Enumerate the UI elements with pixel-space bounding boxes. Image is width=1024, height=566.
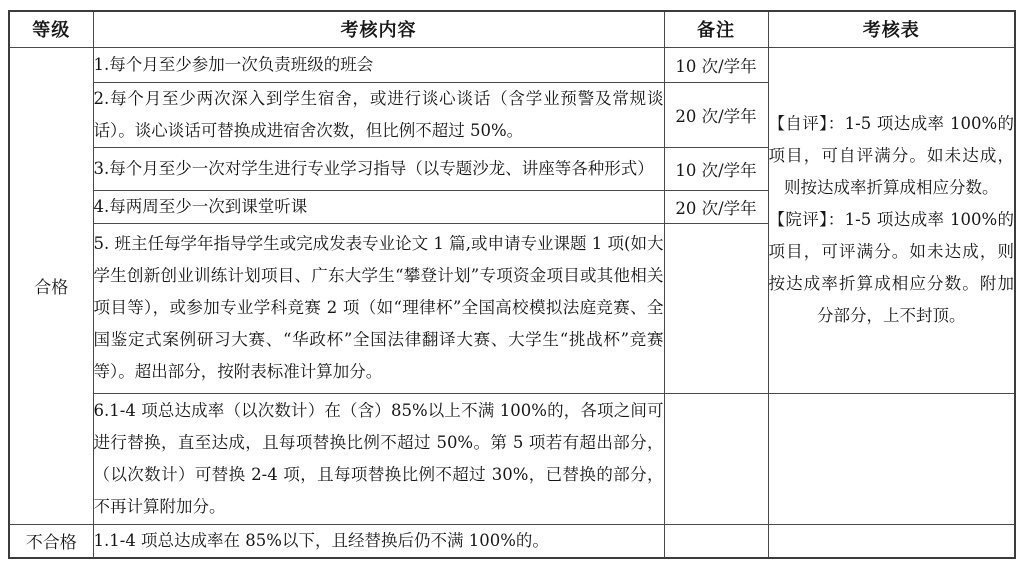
content-item-6: 6.1-4 项总达成率（以次数计）在（含）85%以上不满 100%的，各项之间可进行替换，直至达成，且每项替换比例不超过 50%。第 5 项若有超出部分，（以次数计）可替换 2-4 项，且每项替换比例不超过 30%，已替换的部分，不再计算附加分。 [93,393,664,524]
header-remark: 备注 [664,11,768,47]
remark-item-4: 20 次/学年 [664,190,768,223]
sheet-self-eval-note: 【自评】：1-5 项达成率 100%的项目，可自评满分。如未达成，则按达成率折算成相应分数。 [768,114,1014,197]
remark-fail-cell [664,524,768,558]
table-row [9,393,1015,524]
header-content: 考核内容 [93,11,664,47]
content-item-3: 3.每个月至少一次对学生进行专业学习指导（以专题沙龙、讲座等各种形式） [93,147,664,190]
header-sheet: 考核表 [768,11,1015,47]
content-item-1: 1.每个月至少参加一次负责班级的班会 [93,47,664,82]
grade-fail-cell: 不合格 [9,524,93,558]
sheet-fail-empty-cell [768,524,1015,558]
grade-pass-cell: 合格 [9,47,93,524]
sheet-college-eval-note: 【院评】：1-5 项达成率 100%的项目，可评满分。如未达成，则按达成率折算成相应分数。附加分部分，上不封顶。 [768,210,1014,325]
content-item-4: 4.每两周至少一次到课堂听课 [93,190,664,223]
remark-item-1: 10 次/学年 [664,47,768,82]
remark-item-6 [664,393,768,524]
remark-item-2: 20 次/学年 [664,82,768,147]
sheet-empty-cell [768,393,1015,524]
sheet-notes-cell [768,47,1015,393]
remark-item-3: 10 次/学年 [664,147,768,190]
content-item-5: 5. 班主任每学年指导学生或完成发表专业论文 1 篇,或申请专业课题 1 项(如大学生创新创业训练计划项目、广东大学生“攀登计划”专项资金项目或其他相关项目等），或参加专业学科竞赛 2 项（如“理律杯”全国高校模拟法庭竞赛、全国鉴定式案例研习大赛、“华政杯”全国法律翻译大赛、大学生“挑战杯”竞赛等）。超出部分，按附表标准计算加分。 [93,223,664,393]
table-row [9,524,1015,558]
assessment-table [8,10,1016,559]
header-grade: 等级 [9,11,93,47]
content-fail-item: 1.1-4 项总达成率在 85%以下，且经替换后仍不满 100%的。 [93,524,664,558]
assessment-document [8,10,1016,559]
table-row [9,47,1015,82]
content-item-2: 2.每个月至少两次深入到学生宿舍，或进行谈心谈话（含学业预警及常规谈话）。谈心谈话可替换成进宿舍次数，但比例不超过 50%。 [93,82,664,147]
header-row [9,11,1015,47]
remark-item-5 [664,223,768,393]
